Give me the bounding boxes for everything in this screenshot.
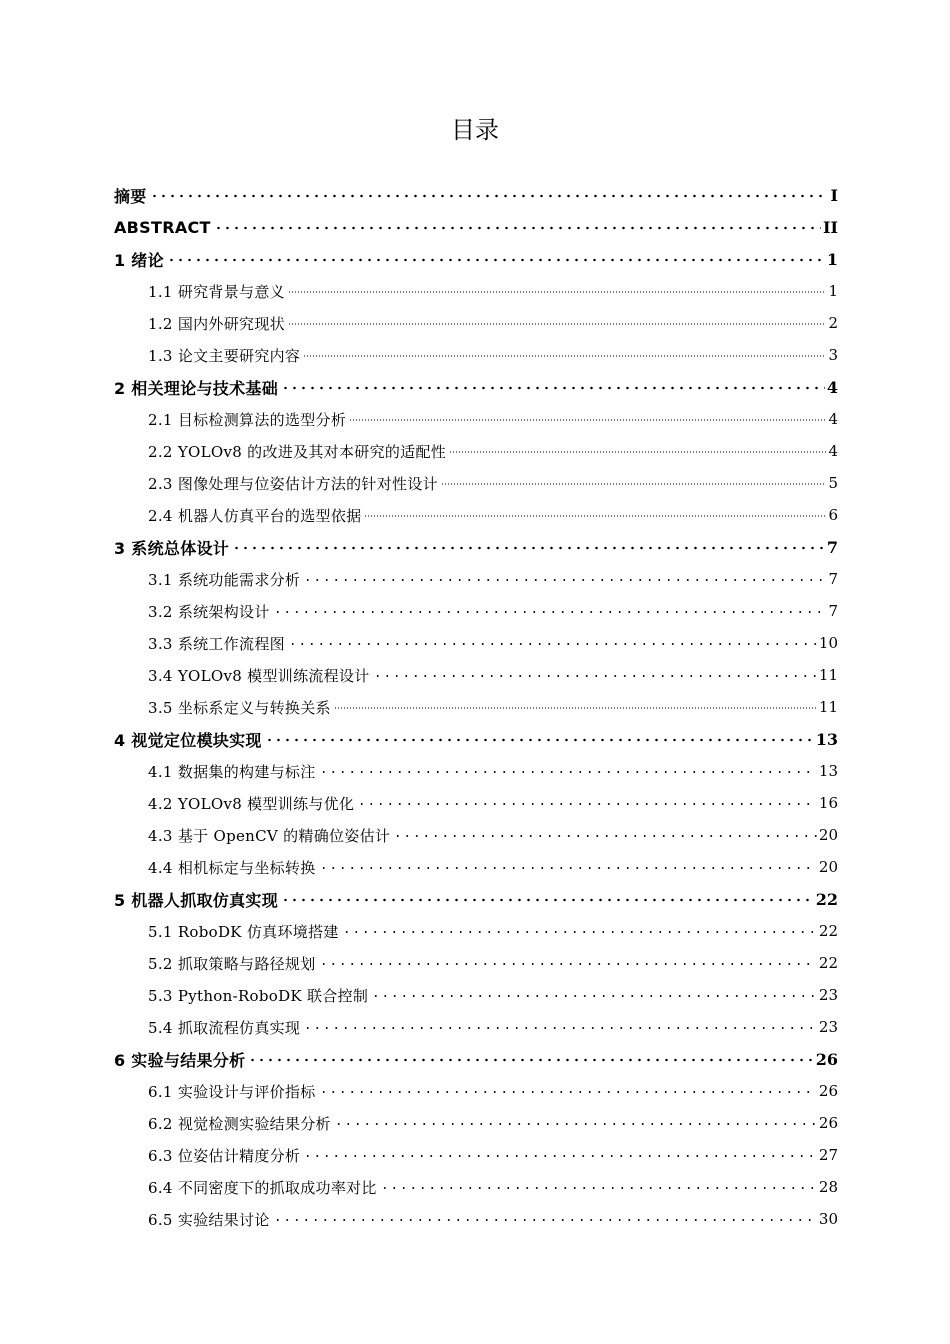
toc-dot-leader	[214, 223, 821, 233]
toc-dot-leader	[441, 479, 826, 489]
toc-entry-label: 6.1 实验设计与评价指标	[148, 1082, 316, 1101]
toc-section-entry[interactable]	[114, 787, 838, 819]
toc-page-number: 27	[818, 1146, 838, 1164]
toc-dot-leader	[265, 735, 814, 745]
toc-chapter-entry[interactable]	[114, 531, 838, 563]
toc-page-number: 11	[818, 698, 838, 716]
toc-entry-label: 3.3 系统工作流程图	[148, 634, 285, 653]
toc-section-entry[interactable]	[114, 563, 838, 595]
toc-entry-label: 摘要	[114, 186, 147, 206]
toc-entry-label: 3.4 YOLOv8 模型训练流程设计	[148, 666, 370, 685]
toc-chapter-entry[interactable]	[114, 211, 838, 243]
toc-section-entry[interactable]	[114, 499, 838, 531]
toc-page-number: 20	[818, 826, 838, 844]
toc-entry-label: 2.3 图像处理与位姿估计方法的针对性设计	[148, 474, 438, 493]
toc-dot-leader	[319, 863, 817, 873]
toc-entry-label: 6.3 位姿估计精度分析	[148, 1146, 301, 1165]
toc-page-number: 7	[828, 602, 838, 620]
toc-chapter-entry[interactable]	[114, 883, 838, 915]
toc-page-number: 26	[818, 1082, 838, 1100]
toc-page-number: 11	[818, 666, 838, 684]
toc-page-number: 1	[828, 282, 838, 300]
toc-page-number: 3	[828, 346, 838, 364]
toc-entry-label: 2.4 机器人仿真平台的选型依据	[148, 506, 362, 525]
toc-dot-leader	[334, 1119, 817, 1129]
toc-section-entry[interactable]	[114, 659, 838, 691]
toc-section-entry[interactable]	[114, 819, 838, 851]
toc-page-number: 22	[815, 889, 838, 909]
toc-dot-leader	[373, 671, 817, 681]
toc-entry-label: 5 机器人抓取仿真实现	[114, 890, 279, 910]
toc-entry-label: 4.4 相机标定与坐标转换	[148, 858, 316, 877]
toc-dot-leader	[288, 319, 826, 329]
toc-page-number: 4	[828, 442, 838, 460]
toc-page-number: 6	[828, 506, 838, 524]
toc-section-entry[interactable]	[114, 947, 838, 979]
toc-page-number: 23	[818, 1018, 838, 1036]
toc-section-entry[interactable]	[114, 1203, 838, 1235]
toc-section-entry[interactable]	[114, 1139, 838, 1171]
toc-entry-label: 1.2 国内外研究现状	[148, 314, 285, 333]
toc-entry-label: 1 绪论	[114, 250, 164, 270]
toc-page-number: 22	[818, 922, 838, 940]
toc-page-number: 7	[826, 537, 838, 557]
toc-section-entry[interactable]	[114, 979, 838, 1011]
toc-entry-label: 4.3 基于 OpenCV 的精确位姿估计	[148, 826, 391, 845]
toc-section-entry[interactable]	[114, 691, 838, 723]
toc-page-number: 5	[828, 474, 838, 492]
toc-dot-leader	[273, 607, 826, 617]
toc-page-number: 26	[818, 1114, 838, 1132]
toc-dot-leader	[281, 383, 825, 393]
toc-chapter-entry[interactable]	[114, 723, 838, 755]
toc-entry-label: ABSTRACT	[114, 217, 211, 237]
toc-dot-leader	[167, 255, 825, 265]
toc-dot-leader	[281, 895, 814, 905]
toc-entry-label: 4 视觉定位模块实现	[114, 730, 262, 750]
toc-entry-label: 5.2 抓取策略与路径规划	[148, 954, 316, 973]
toc-dot-leader	[364, 511, 826, 521]
toc-chapter-entry[interactable]	[114, 243, 838, 275]
toc-section-entry[interactable]	[114, 915, 838, 947]
toc-dot-leader	[303, 351, 826, 361]
toc-page-number: 13	[818, 762, 838, 780]
toc-entry-label: 3.5 坐标系定义与转换关系	[148, 698, 331, 717]
toc-section-entry[interactable]	[114, 1107, 838, 1139]
toc-dot-leader	[342, 927, 817, 937]
toc-chapter-entry[interactable]	[114, 1043, 838, 1075]
toc-page-number: 10	[818, 634, 838, 652]
toc-dot-leader	[303, 1023, 817, 1033]
toc-section-entry[interactable]	[114, 755, 838, 787]
toc-entry-label: 1.1 研究背景与意义	[148, 282, 285, 301]
toc-dot-leader	[319, 959, 817, 969]
toc-dot-leader	[288, 287, 826, 297]
toc-chapter-entry[interactable]	[114, 371, 838, 403]
toc-section-entry[interactable]	[114, 1075, 838, 1107]
toc-page-number: 7	[828, 570, 838, 588]
toc-section-entry[interactable]	[114, 275, 838, 307]
toc-page-number: I	[830, 185, 838, 205]
toc-entry-label: 4.1 数据集的构建与标注	[148, 762, 316, 781]
toc-dot-leader	[288, 639, 817, 649]
toc-entry-label: 3 系统总体设计	[114, 538, 230, 558]
toc-page-number: 30	[818, 1210, 838, 1228]
toc-entry-label: 2 相关理论与技术基础	[114, 378, 279, 398]
page-title: 目录	[451, 116, 499, 144]
toc-page-number: 16	[818, 794, 838, 812]
toc-dot-leader	[393, 831, 817, 841]
toc-page-number: 2	[828, 314, 838, 332]
toc-entry-label: 5.1 RoboDK 仿真环境搭建	[148, 922, 339, 941]
toc-page-number: 28	[818, 1178, 838, 1196]
toc-dot-leader	[357, 799, 817, 809]
toc-dot-leader	[380, 1183, 817, 1193]
toc-entry-label: 2.2 YOLOv8 的改进及其对本研究的适配性	[148, 442, 447, 461]
toc-section-entry[interactable]	[114, 595, 838, 627]
toc-page-number: 1	[826, 249, 838, 269]
toc-dot-leader	[303, 575, 826, 585]
toc-page-number: 4	[826, 377, 838, 397]
toc-section-entry[interactable]	[114, 1171, 838, 1203]
toc-page-number: 26	[815, 1049, 838, 1069]
toc-page-number: 23	[818, 986, 838, 1004]
toc-page-number: 13	[815, 729, 838, 749]
toc-page-number: 4	[828, 410, 838, 428]
toc-dot-leader	[319, 1087, 817, 1097]
toc-entry-label: 3.2 系统架构设计	[148, 602, 270, 621]
toc-section-entry[interactable]	[114, 467, 838, 499]
toc-dot-leader	[273, 1215, 817, 1225]
toc-entry-label: 5.3 Python-RoboDK 联合控制	[148, 986, 369, 1005]
toc-section-entry[interactable]	[114, 307, 838, 339]
toc-entry-label: 6.5 实验结果讨论	[148, 1210, 270, 1229]
toc-entry-label: 6.2 视觉检测实验结果分析	[148, 1114, 331, 1133]
toc-dot-leader	[248, 1055, 813, 1065]
toc-section-entry[interactable]	[114, 851, 838, 883]
toc-page-number: II	[823, 217, 838, 237]
toc-section-entry[interactable]	[114, 627, 838, 659]
toc-dot-leader	[319, 767, 817, 777]
toc-dot-leader	[232, 543, 825, 553]
toc-entry-label: 3.1 系统功能需求分析	[148, 570, 301, 589]
toc-dot-leader	[334, 703, 817, 713]
toc-entry-label: 4.2 YOLOv8 模型训练与优化	[148, 794, 355, 813]
toc-entry-label: 6.4 不同密度下的抓取成功率对比	[148, 1178, 377, 1197]
toc-dot-leader	[303, 1151, 817, 1161]
toc-dot-leader	[349, 415, 826, 425]
toc-entry-label: 1.3 论文主要研究内容	[148, 346, 301, 365]
toc-page-number: 20	[818, 858, 838, 876]
toc-dot-leader	[449, 447, 826, 457]
table-of-contents	[114, 179, 838, 1235]
toc-section-entry[interactable]	[114, 1011, 838, 1043]
toc-section-entry[interactable]	[114, 339, 838, 371]
toc-page-number: 22	[818, 954, 838, 972]
toc-chapter-entry[interactable]	[114, 179, 838, 211]
toc-dot-leader	[150, 191, 826, 201]
toc-entry-label: 2.1 目标检测算法的选型分析	[148, 410, 347, 429]
toc-section-entry[interactable]	[114, 403, 838, 435]
toc-section-entry[interactable]	[114, 435, 838, 467]
toc-entry-label: 6 实验与结果分析	[114, 1050, 246, 1070]
toc-dot-leader	[371, 991, 817, 1001]
toc-entry-label: 5.4 抓取流程仿真实现	[148, 1018, 301, 1037]
